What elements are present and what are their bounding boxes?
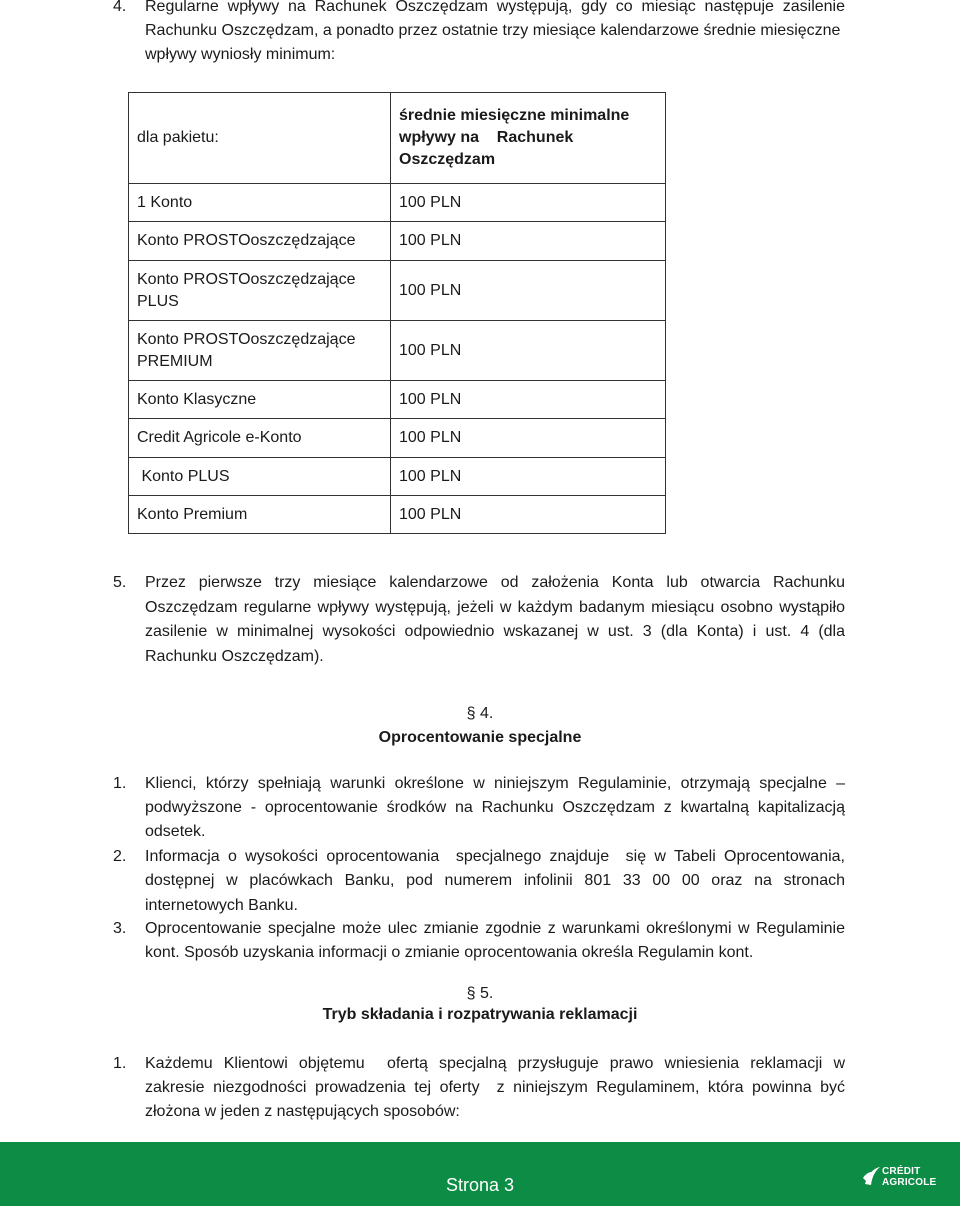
- logo-text: CRÉDIT AGRICOLE: [882, 1166, 937, 1188]
- item-number: 1.: [113, 775, 127, 792]
- table-row: [129, 496, 666, 534]
- table-header-package: dla pakietu:: [129, 93, 391, 184]
- paragraph-line: zasilenie w minimalnej wysokości odpowiednio wskazanej w ust. 3 (dla Konta) i ust. 4 (dla: [145, 623, 845, 640]
- paragraph-line: wpływy wyniosły minimum:: [145, 46, 336, 63]
- minimum-value: 100 PLN: [391, 261, 666, 321]
- paragraph-line: zakresie niezgodności prowadzenia tej oferty z niniejszym Regulaminem, która powinna być: [145, 1079, 845, 1096]
- table-row: [129, 222, 666, 261]
- item-number: 1.: [113, 1055, 127, 1072]
- bank-logo-icon: [862, 1164, 882, 1190]
- package-name: Konto PLUS: [129, 458, 391, 496]
- package-name: Konto Premium: [129, 496, 391, 534]
- paragraph-line: Każdemu Klientowi objętemu ofertą specjalną przysługuje prawo wniesienia reklamacji w: [145, 1055, 845, 1072]
- page-footer: [0, 1142, 960, 1206]
- paragraph-line: Przez pierwsze trzy miesiące kalendarzowe od założenia Konta lub otwarcia Rachunku: [145, 574, 845, 591]
- package-name: Konto PROSTOoszczędzające: [129, 222, 391, 261]
- table-row: [129, 321, 666, 381]
- package-name: Konto Klasyczne: [129, 381, 391, 419]
- minimum-inflows-table: [128, 92, 666, 534]
- item-number: 4.: [113, 0, 127, 15]
- minimum-value: 100 PLN: [391, 381, 666, 419]
- package-name: Konto PROSTOoszczędzające PLUS: [129, 261, 391, 321]
- table-header-minimum: średnie miesięczne minimalne wpływy na Rachunek Oszczędzam: [391, 93, 666, 184]
- paragraph-line: kont. Sposób uzyskania informacji o zmianie oprocentowania określa Regulamin kont.: [145, 944, 754, 961]
- item-number: 2.: [113, 848, 127, 865]
- paragraph-line: Oprocentowanie specjalne może ulec zmianie zgodnie z warunkami określonymi w Regulaminie: [145, 920, 845, 937]
- paragraph-line: Informacja o wysokości oprocentowania specjalnego znajduje się w Tabeli Oprocentowania,: [145, 848, 845, 865]
- paragraph-line: podwyższone - oprocentowanie środków na Rachunku Oszczędzam z kwartalną kapitalizacją: [145, 799, 845, 816]
- table-row: [129, 419, 666, 458]
- paragraph-line: Regularne wpływy na Rachunek Oszczędzam występują, gdy co miesiąc następuje zasilenie: [145, 0, 845, 15]
- paragraph-line: Oszczędzam regularne wpływy występują, jeżeli w każdym badanym miesiącu osobno wystąpiło: [145, 599, 845, 616]
- table-row: [129, 381, 666, 419]
- section-title: Oprocentowanie specjalne: [378, 729, 582, 746]
- section-title: Tryb składania i rozpatrywania reklamacji: [322, 1006, 638, 1023]
- section-number: § 4.: [466, 705, 494, 722]
- paragraph-line: złożona w jeden z następujących sposobów:: [145, 1103, 460, 1120]
- paragraph-line: internetowych Banku.: [145, 897, 298, 914]
- minimum-value: 100 PLN: [391, 419, 666, 458]
- item-number: 5.: [113, 574, 127, 591]
- minimum-value: 100 PLN: [391, 458, 666, 496]
- paragraph-line: Rachunku Oszczędzam, a ponadto przez ostatnie trzy miesiące kalendarzowe średnie miesięczne: [145, 22, 841, 39]
- table-row: [129, 261, 666, 321]
- package-name: Credit Agricole e-Konto: [129, 419, 391, 458]
- paragraph-line: Rachunku Oszczędzam).: [145, 648, 324, 665]
- page-number: Strona 3: [446, 1175, 515, 1195]
- paragraph-line: dostępnej w placówkach Banku, pod numerem infolinii 801 33 00 00 oraz na stronach: [145, 872, 845, 889]
- table-row: [129, 184, 666, 222]
- minimum-value: 100 PLN: [391, 222, 666, 261]
- paragraph-line: odsetek.: [145, 823, 206, 840]
- credit-agricole-logo: [862, 1160, 937, 1200]
- section-number: § 5.: [466, 985, 494, 1002]
- table-row: [129, 458, 666, 496]
- paragraph-line: Klienci, którzy spełniają warunki określone w niniejszym Regulaminie, otrzymają specjalne –: [145, 775, 845, 792]
- minimum-value: 100 PLN: [391, 184, 666, 222]
- minimum-value: 100 PLN: [391, 496, 666, 534]
- package-name: 1 Konto: [129, 184, 391, 222]
- package-name: Konto PROSTOoszczędzające PREMIUM: [129, 321, 391, 381]
- item-number: 3.: [113, 920, 127, 937]
- minimum-value: 100 PLN: [391, 321, 666, 381]
